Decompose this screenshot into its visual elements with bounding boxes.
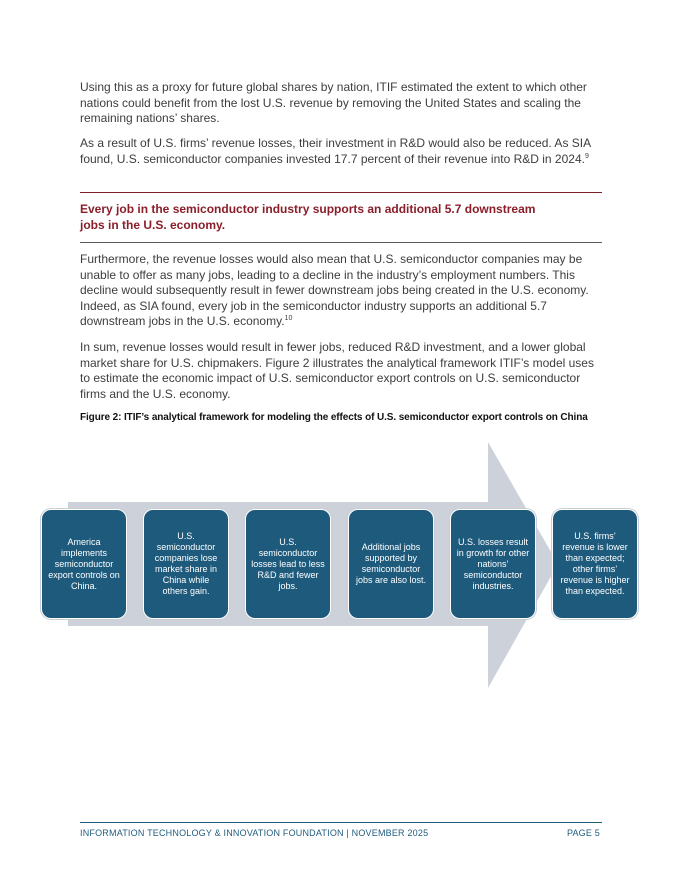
framework-step-2 (143, 509, 229, 619)
body-paragraph-2: As a result of U.S. firms’ revenue losses, their investment in R&D would also be reduced. As SIA found, U.S. semiconductor companies invested 17.7 percent of their revenue into R&D in 2024.$^9$ (80, 136, 591, 166)
framework-step-1-text: America implements semiconductor export controls on China. (48, 536, 120, 591)
framework-step-4-text: Additional jobs supported by semiconductor jobs are also lost. (355, 542, 427, 585)
framework-step-6-text: U.S. firms’ revenue is lower than expected; other firms’ revenue is higher than expected. (560, 531, 630, 596)
page-number: PAGE 5 (566, 828, 600, 838)
body-paragraph-1: Using this as a proxy for future global shares by nation, ITIF estimated the extent to which other nations could benefit from the lost U.S. revenue by removing the United States and scaling the remaining nations’ shares. (80, 80, 587, 125)
body-paragraph-3: Furthermore, the revenue losses would also mean that U.S. semiconductor companies may be unable to offer as many jobs, leading to a decline in the industry’s employment numbers. This decline would subsequently result in fewer downstream jobs being created in the U.S. economy. Indeed, as SIA found, every job in the semiconductor industry supports an additional 5.7 downstream jobs in the U.S. economy.$^{10}$ (80, 252, 589, 328)
callout-quote: Every job in the semiconductor industry supports an additional 5.7 downstream jobs in the U.S. economy. (80, 202, 536, 232)
callout-bottom-rule (80, 242, 602, 243)
analytical-framework-diagram (0, 440, 680, 692)
footer-rule (80, 822, 602, 823)
figure-caption: Figure 2: ITIF’s analytical framework for modeling the effects of U.S. semiconductor export controls on China (80, 412, 588, 423)
footer-publisher-date: INFORMATION TECHNOLOGY & INNOVATION FOUNDATION | NOVEMBER 2025 (80, 828, 429, 838)
body-paragraph-4: In sum, revenue losses would result in fewer jobs, reduced R&D investment, and a lower global market share for U.S. chipmakers. Figure 2 illustrates the analytical framework ITIF’s model uses to estimate the economic impact of U.S. semiconductor export controls on U.S. semiconductor firms and the U.S. economy. (80, 340, 594, 401)
framework-step-3 (245, 509, 331, 619)
framework-step-3-text: U.S. semiconductor losses lead to less R&D and fewer jobs. (251, 536, 325, 591)
framework-step-5 (450, 509, 536, 619)
footnote-ref-9[interactable]: 9 (584, 152, 589, 160)
framework-step-4 (348, 509, 434, 619)
footnote-ref-10[interactable]: 10 (284, 315, 293, 322)
framework-step-6 (552, 509, 638, 619)
framework-step-2-text: U.S. semiconductor companies lose market share in China while others gain. (154, 531, 218, 596)
callout-top-rule (80, 192, 602, 193)
framework-step-5-text: U.S. losses result in growth for other nations’ semiconductor industries. (456, 536, 530, 591)
framework-step-1 (41, 509, 127, 619)
